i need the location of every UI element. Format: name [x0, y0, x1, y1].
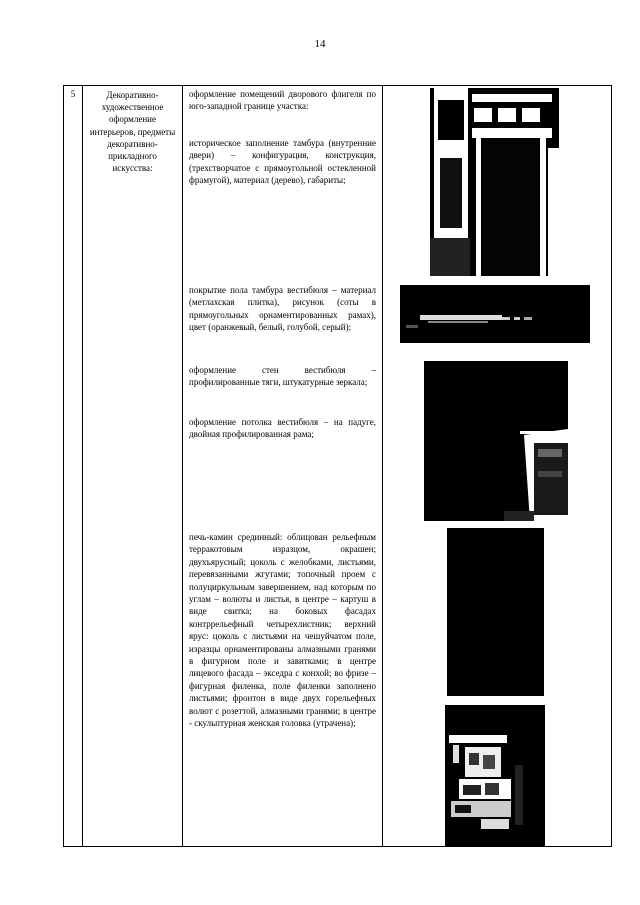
table-row	[64, 86, 612, 847]
description-paragraph: печь-камин срединный: облицован рельефным терракотовым изразцом, окрашен; двухъярусный; цоколь с желобками, листьями, перевязанными жгутами; топочный проем с полуциркульным завершением, над которым по углам – волюты и листья, в центре – картуш в виде свитка; на боковых фасадах контррельефный четырехлистник; верхний ярус: цоколь с листьями на чешуйчатом поле, изразцы орнаментированы алмазными гранями в фигурном поле и завитками; в центре лицевого фасада – экседра с конхой; во фризе – фигурная филенка, поле филенки заполнено листьями; фронтон в виде двух горельефных волют с розеттой, алмазными гранями; в центре - скульптурная женская головка (утрачена);	[189, 532, 376, 729]
subject-name: Декоративно-художественное оформление интерьеров, предметы декоративно-прикладного искусства:	[83, 86, 183, 847]
floor-tile-photo	[400, 285, 590, 343]
description-paragraph: покрытие пола тамбура вестибюля – материал (метлахская плитка), рисунок (соты в прямоугольных орнаментированных рамах), цвет (оранжевый, белый, голубой, серый);	[189, 285, 376, 333]
description-paragraph: оформление потолка вестибюля – на падуге, двойная профилированная рама;	[189, 417, 376, 440]
monument-subject-table	[63, 85, 612, 847]
fireplace-photo	[447, 528, 544, 696]
photo-cell	[383, 86, 612, 847]
page-number: 14	[314, 38, 326, 50]
description-cell	[183, 86, 383, 847]
vestibule-doors-photo	[430, 88, 559, 276]
vestibule-walls-photo	[424, 361, 568, 521]
fireplace-detail-photo	[445, 705, 545, 846]
description-paragraph: историческое заполнение тамбура (внутренние двери) – конфигурация, конструкция, (трехстворчатое с прямоугольной остекленной фрамугой), материал (дерево), габариты;	[189, 138, 376, 186]
description-paragraph: оформление стен вестибюля – профилированные тяги, штукатурные зеркала;	[189, 365, 376, 388]
description-paragraph: оформление помещений дворового флигеля по юго-западной границе участка:	[189, 89, 376, 112]
row-number: 5	[64, 86, 83, 847]
